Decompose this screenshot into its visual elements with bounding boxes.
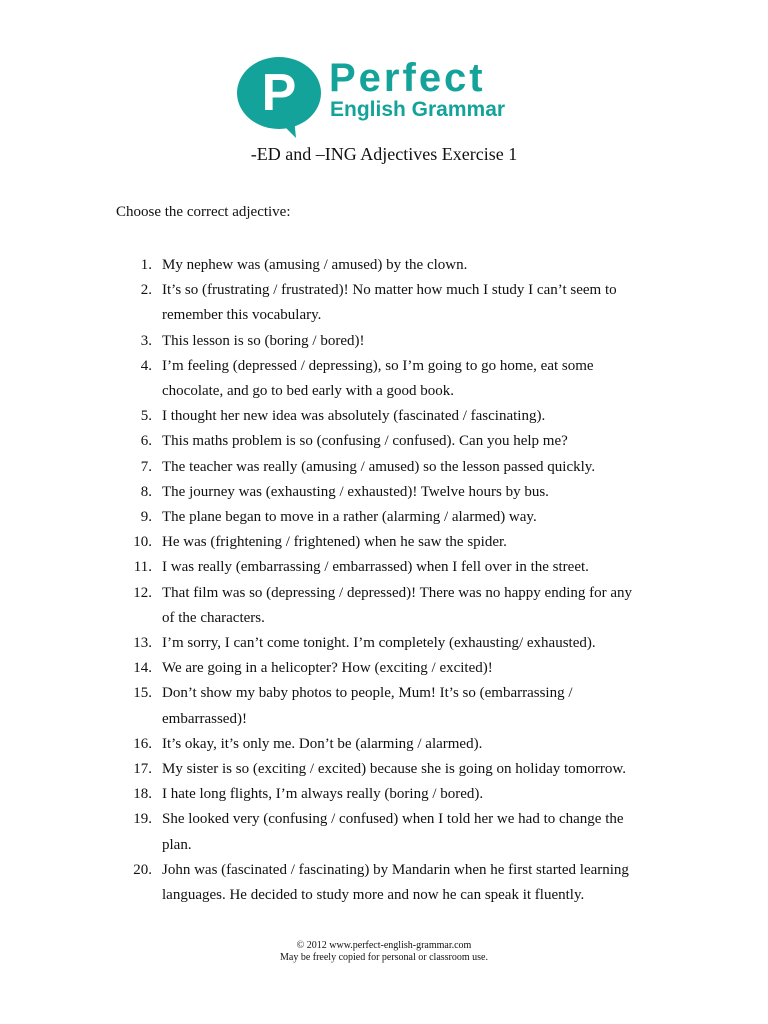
- exercise-text-line: I thought her new idea was absolutely (fascinated / fascinating).: [162, 408, 546, 425]
- exercise-item: [128, 858, 668, 908]
- exercise-text-line: I hate long flights, I’m always really (boring / bored).: [162, 786, 484, 803]
- exercise-item: [128, 631, 668, 656]
- exercise-text-line: It’s okay, it’s only me. Don’t be (alarming / alarmed).: [162, 735, 483, 752]
- exercise-text-line: This maths problem is so (confusing / confused). Can you help me?: [162, 433, 568, 450]
- exercise-number: 4.: [140, 357, 152, 374]
- footer: [0, 940, 768, 964]
- exercise-item: [128, 807, 668, 857]
- exercise-item: [128, 278, 668, 328]
- exercise-text-line: It’s so (frustrating / frustrated)! No matter how much I study I can’t seem to: [162, 282, 617, 299]
- exercise-text-line: I’m feeling (depressed / depressing), so I’m going to go home, eat some: [162, 357, 594, 374]
- exercise-item: [128, 782, 668, 807]
- exercise-text-line: The journey was (exhausting / exhausted)! Twelve hours by bus.: [162, 483, 549, 500]
- logo-badge-letter: P: [261, 64, 297, 122]
- exercise-text-line: She looked very (confusing / confused) when I told her we had to change the: [162, 811, 624, 828]
- logo-word-perfect: Perfect: [329, 56, 486, 100]
- exercise-item: [128, 530, 668, 555]
- exercise-item: [128, 732, 668, 757]
- exercise-item: [128, 253, 668, 278]
- exercise-number: 1.: [140, 257, 152, 273]
- exercise-text-line: embarrassed)!: [162, 710, 247, 727]
- exercise-item: [128, 404, 668, 429]
- exercise-number: 14.: [133, 660, 152, 677]
- logo-word-english-grammar: English Grammar: [330, 98, 506, 121]
- exercise-text-line: He was (frightening / frightened) when he saw the spider.: [162, 534, 507, 551]
- exercise-number: 20.: [133, 861, 152, 878]
- exercise-number: 3.: [140, 332, 152, 349]
- exercise-list: [128, 253, 668, 908]
- exercise-text-line: plan.: [162, 836, 192, 853]
- exercise-text-line: I’m sorry, I can’t come tonight. I’m completely (exhausting/ exhausted).: [162, 635, 596, 652]
- footer-license: May be freely copied for personal or classroom use.: [280, 952, 488, 963]
- exercise-text-line: Don’t show my baby photos to people, Mum! It’s so (embarrassing /: [162, 685, 573, 702]
- exercise-item: [128, 505, 668, 530]
- footer-copyright: © 2012 www.perfect-english-grammar.com: [296, 940, 472, 951]
- exercise-text-line: This lesson is so (boring / bored)!: [162, 332, 365, 349]
- exercise-item: [128, 681, 668, 731]
- exercise-item: [128, 480, 668, 505]
- exercise-number: 6.: [140, 433, 152, 450]
- exercise-number: 12.: [133, 584, 152, 601]
- exercise-text-line: We are going in a helicopter? How (exciting / excited)!: [162, 660, 493, 677]
- exercise-number: 13.: [133, 635, 152, 652]
- exercise-number: 18.: [133, 786, 152, 803]
- exercise-text-line: of the characters.: [162, 609, 265, 626]
- exercise-item: [128, 555, 668, 580]
- exercise-item: [128, 656, 668, 681]
- logo: [236, 56, 536, 136]
- exercise-text-line: chocolate, and go to bed early with a good book.: [162, 383, 455, 400]
- exercise-text-line: That film was so (depressing / depressed)! There was no happy ending for any: [162, 584, 633, 601]
- exercise-text-line: languages. He decided to study more and now he can speak it fluently.: [162, 887, 585, 904]
- exercise-item: [128, 757, 668, 782]
- exercise-text-line: I was really (embarrassing / embarrassed) when I fell over in the street.: [162, 559, 589, 576]
- exercise-number: 19.: [133, 811, 152, 828]
- exercise-number: 10.: [133, 534, 152, 551]
- speech-bubble-p-icon: [236, 56, 322, 138]
- exercise-number: 17.: [133, 761, 152, 778]
- exercise-item: [128, 329, 668, 354]
- exercise-item: [128, 581, 668, 631]
- exercise-number: 15.: [133, 685, 152, 702]
- instruction-text: Choose the correct adjective:: [116, 204, 291, 220]
- exercise-text-line: The plane began to move in a rather (alarming / alarmed) way.: [162, 509, 537, 526]
- exercise-number: 9.: [140, 509, 152, 526]
- exercise-text-line: My nephew was (amusing / amused) by the clown.: [162, 257, 468, 273]
- exercise-item: [128, 455, 668, 480]
- exercise-number: 2.: [140, 282, 152, 299]
- exercise-number: 11.: [133, 559, 152, 576]
- exercise-text-line: My sister is so (exciting / excited) because she is going on holiday tomorrow.: [162, 761, 626, 778]
- exercise-text-line: John was (fascinated / fascinating) by Mandarin when he first started learning: [162, 861, 629, 878]
- exercise-number: 16.: [133, 735, 152, 752]
- exercise-text-line: remember this vocabulary.: [162, 307, 322, 324]
- exercise-number: 7.: [140, 458, 152, 475]
- exercise-text-line: The teacher was really (amusing / amused) so the lesson passed quickly.: [162, 458, 596, 475]
- exercise-item: [128, 354, 668, 404]
- page-title: -ED and –ING Adjectives Exercise 1: [250, 144, 518, 164]
- exercise-number: 5.: [140, 408, 152, 425]
- exercise-number: 8.: [140, 483, 152, 500]
- exercise-item: [128, 429, 668, 454]
